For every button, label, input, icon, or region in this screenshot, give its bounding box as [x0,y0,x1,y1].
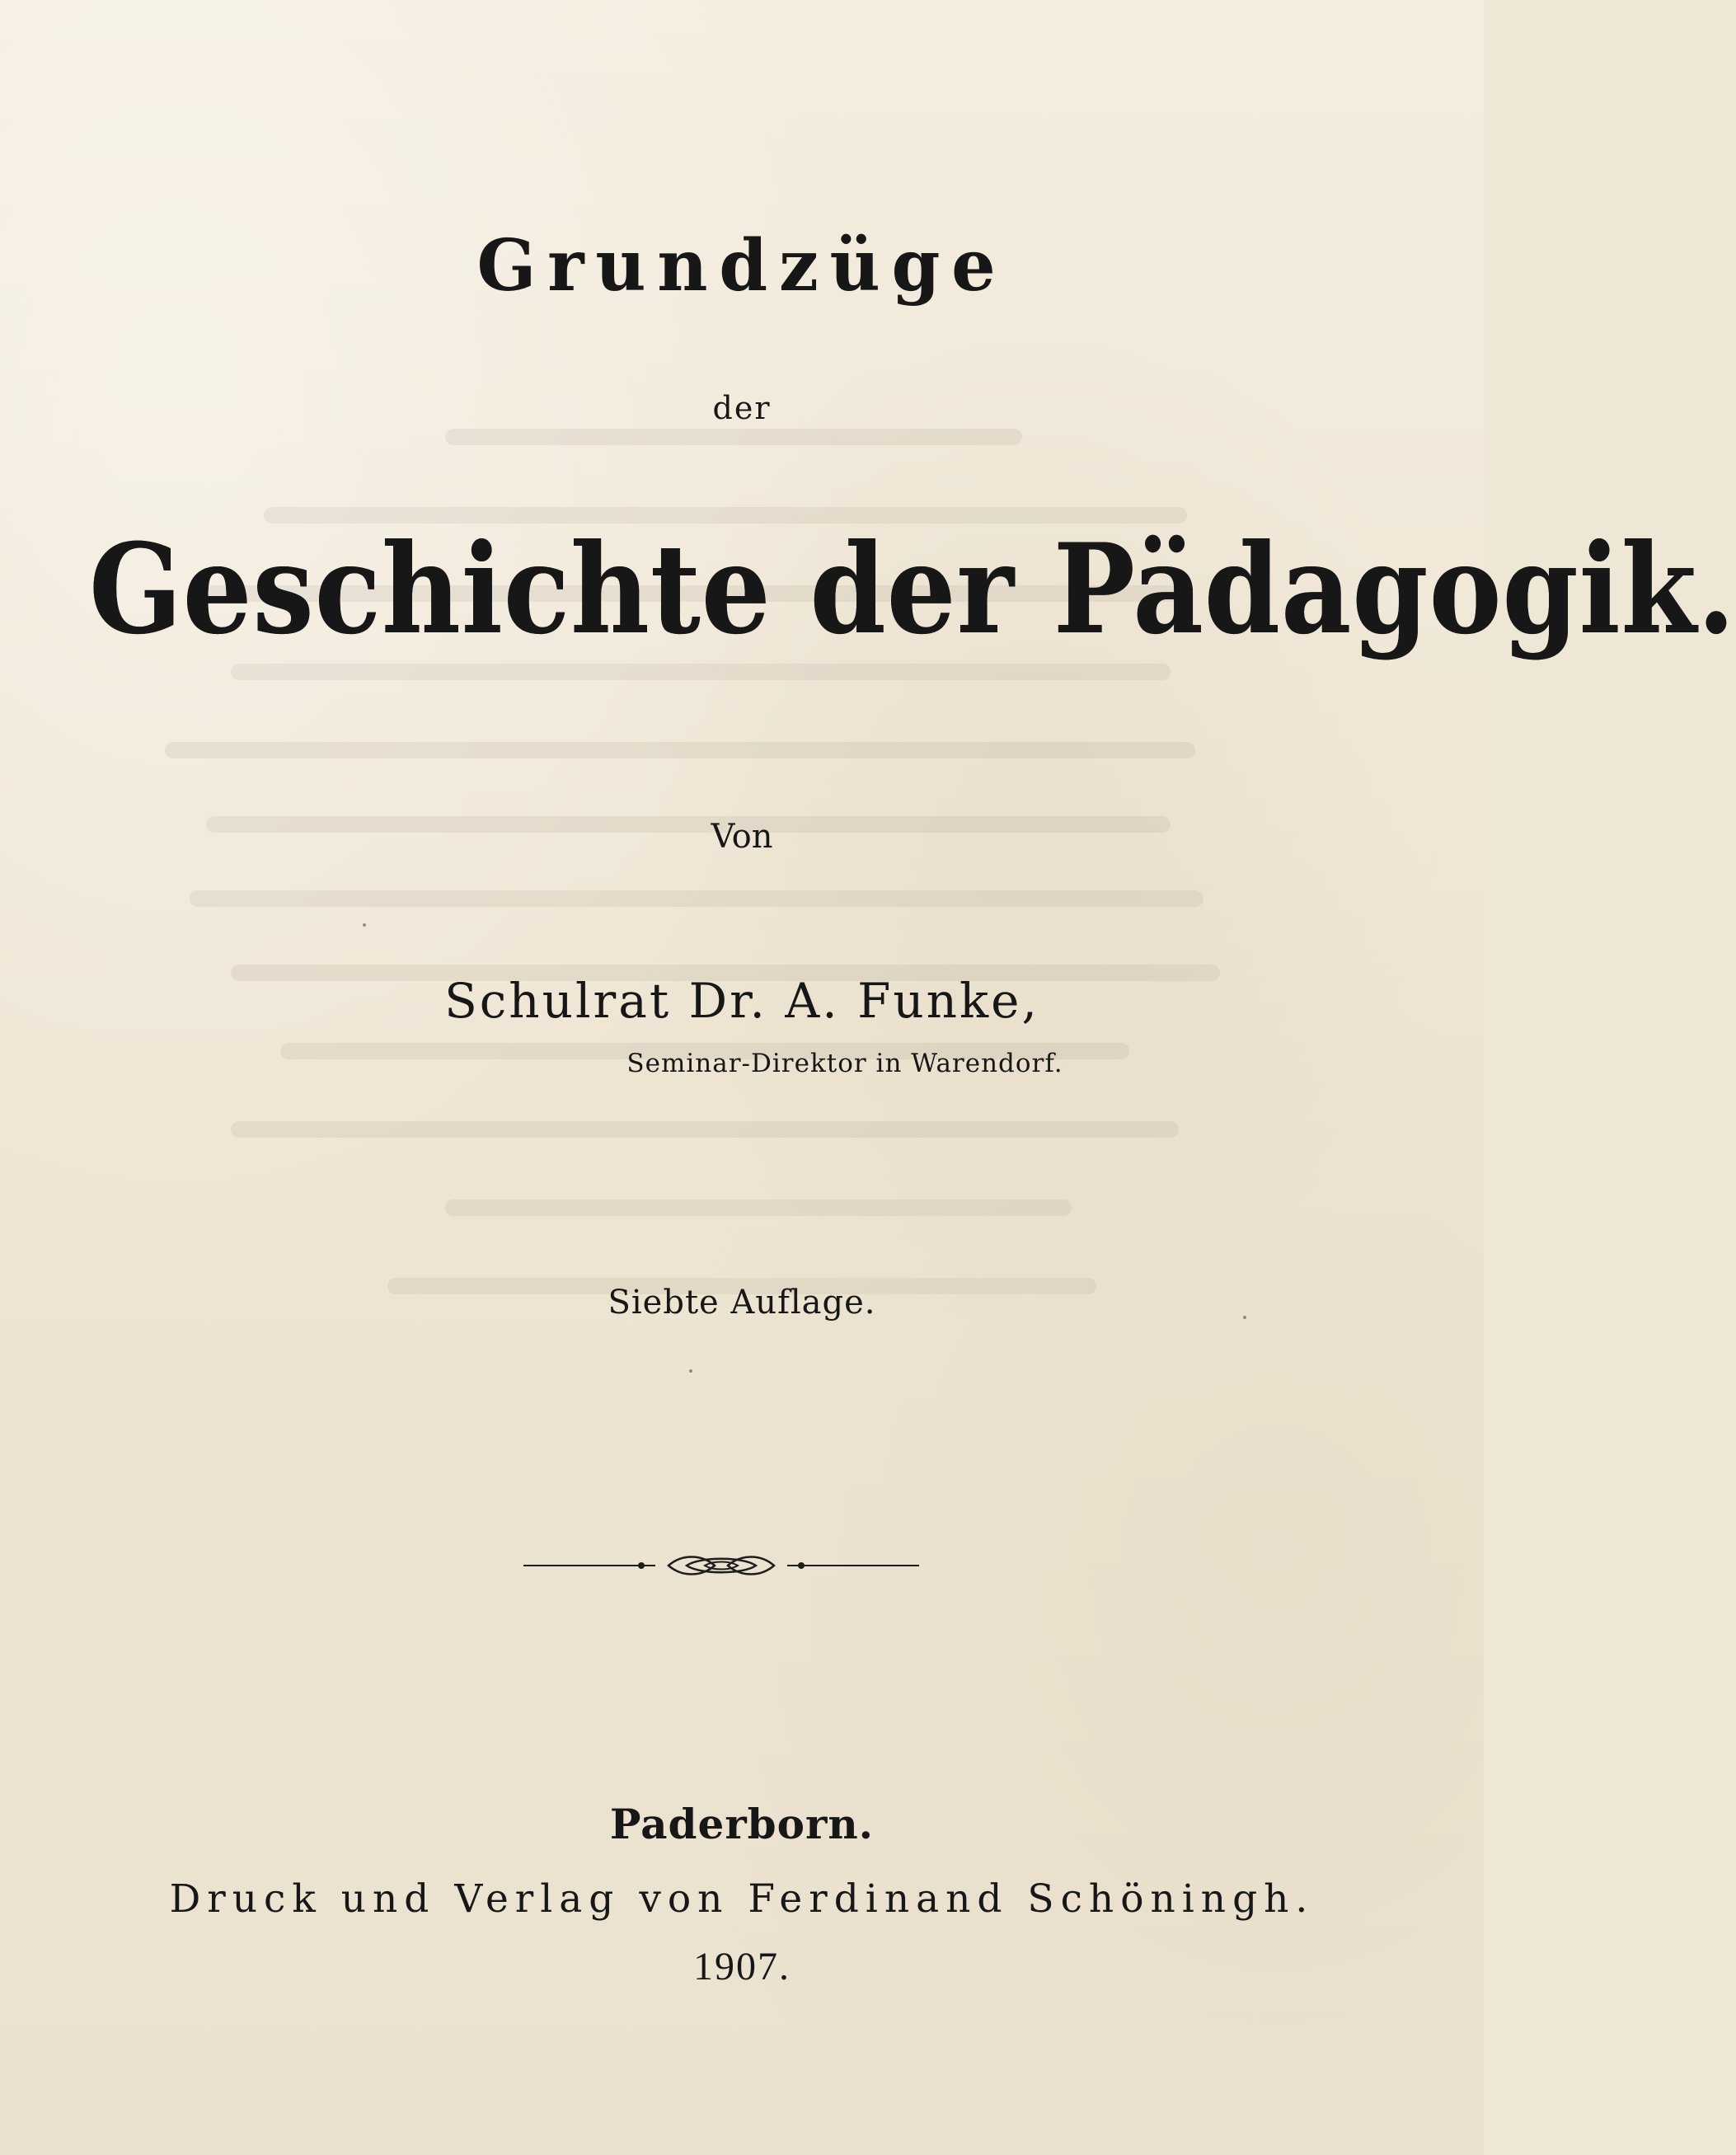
publisher-line: Druck und Verlag von Ferdinand Schöningh. [169,1876,1315,1922]
main-title: Geschichte der Pädagogik. [89,517,1736,662]
ornament-divider [523,1542,919,1589]
title-line-1: Grundzüge [476,224,1007,308]
paper-speck [363,923,366,927]
bleed-through-line [445,1200,1072,1216]
author-role: Seminar-Direktor in Warendorf. [626,1049,1063,1078]
bleed-through-line [165,742,1195,758]
bleed-through-line [445,429,1022,445]
publication-year: 1907. [693,1945,791,1988]
paper-speck [689,1369,692,1373]
bleed-through-line [231,664,1171,680]
author-name: Schulrat Dr. A. Funke, [444,973,1039,1029]
author-prefix: Von [711,818,773,856]
edition-label: Siebte Auflage. [608,1284,876,1322]
title-line-2: der [712,390,772,426]
bleed-through-line [231,1121,1179,1138]
paper-speck [1243,1316,1246,1319]
publication-place: Paderborn. [609,1800,875,1848]
bleed-through-line [190,890,1203,907]
